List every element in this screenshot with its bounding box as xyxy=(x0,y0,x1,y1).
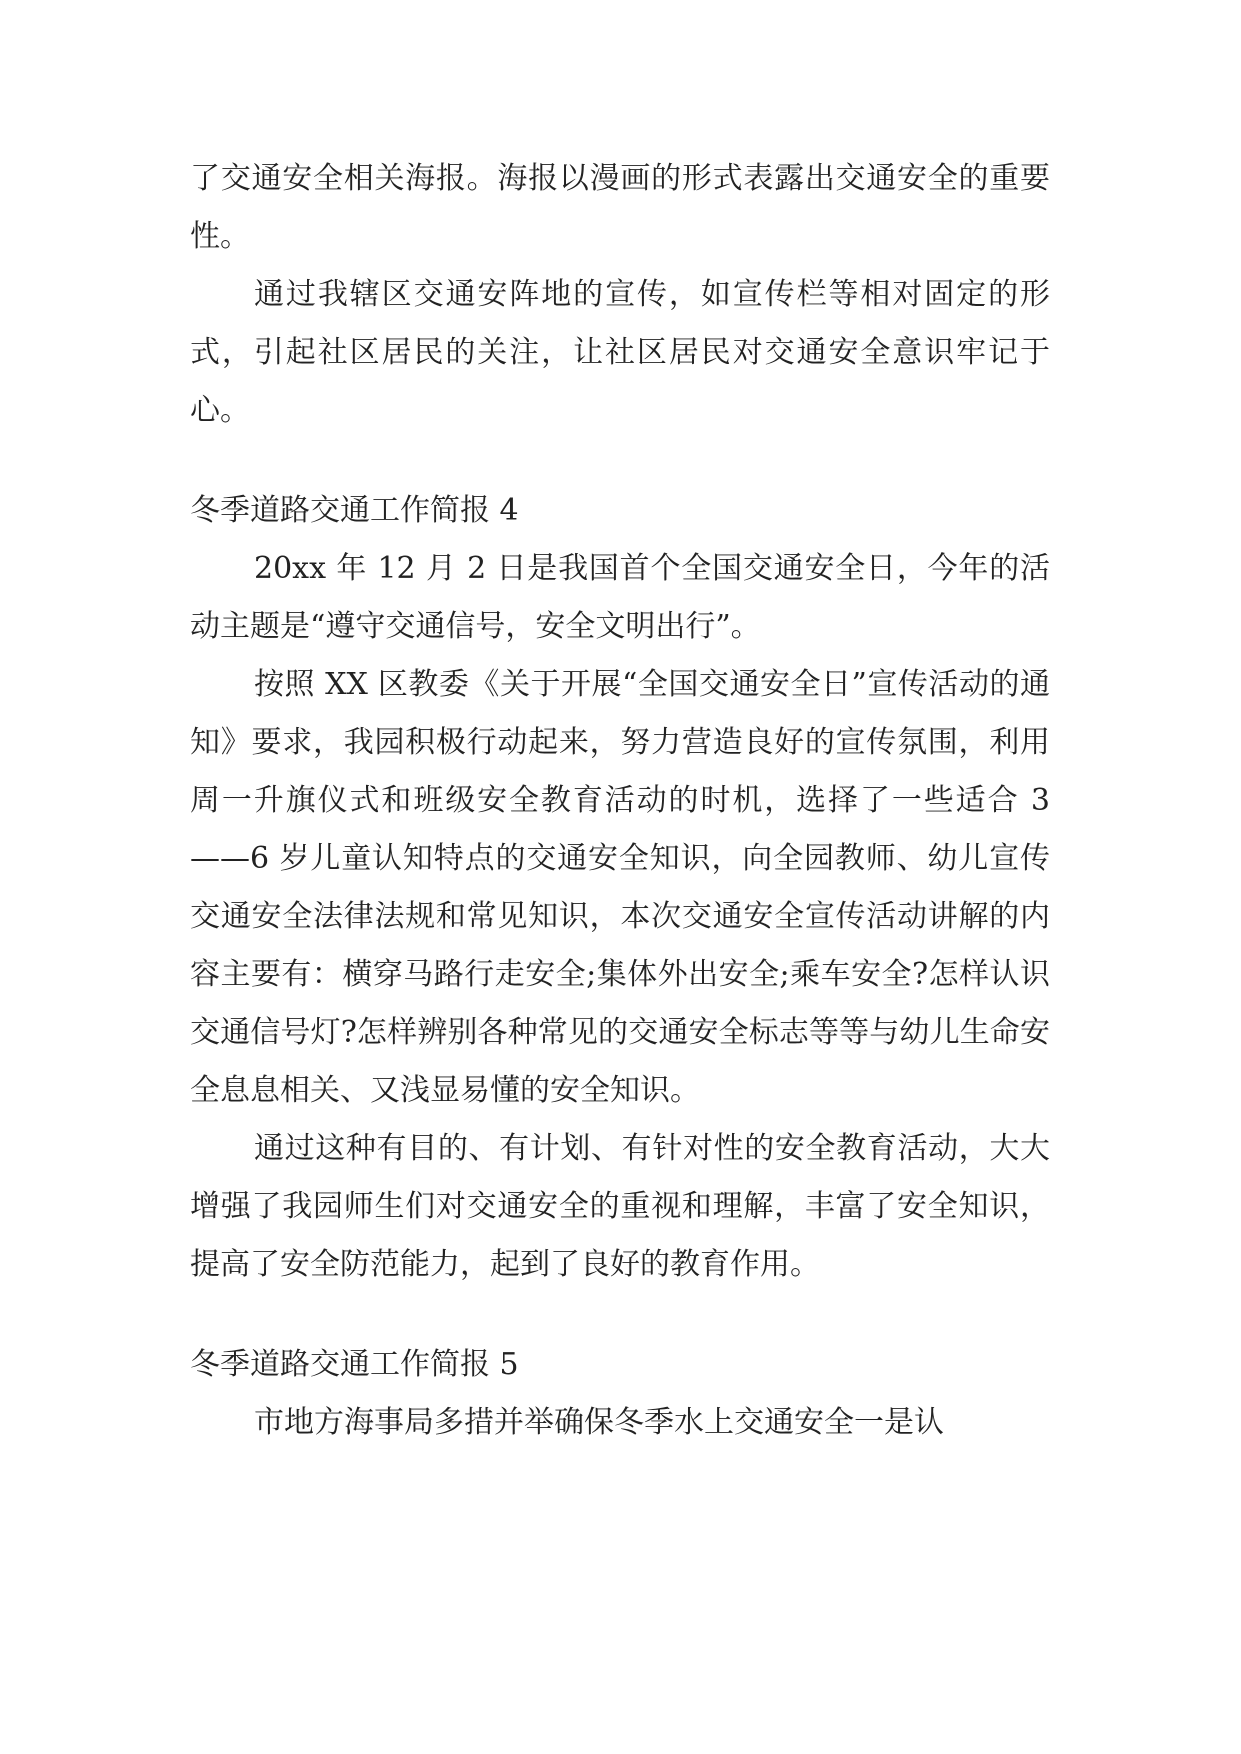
paragraph-notice: 按照 XX 区教委《关于开展“全国交通安全日”宣传活动的通知》要求，我园积极行动起来，努力营造良好的宣传氛围，利用周一升旗仪式和班级安全教育活动的时机，选择了一些适合 3——6 岁儿童认知特点的交通安全知识，向全园教师、幼儿宣传交通安全法律法规和常见知识，本次交通安全宣传活动讲解的内容主要有：横穿马路行走安全;集体外出安全;乘车安全?怎样认识交通信号灯?怎样辨别各种常见的交通安全标志等等与幼儿生命安全息息相关、又浅显易懂的安全知识。 xyxy=(190,667,1050,1108)
document-page xyxy=(190,150,1050,1452)
paragraph-poster: 了交通安全相关海报。海报以漫画的形式表露出交通安全的重要性。 xyxy=(190,161,1050,254)
section-heading-4: 冬季道路交通工作简报 4 xyxy=(190,493,519,528)
paragraph-maritime: 市地方海事局多措并举确保冬季水上交通安全一是认 xyxy=(254,1405,944,1440)
paragraph-education-result: 通过这种有目的、有计划、有针对性的安全教育活动，大大增强了我园师生们对交通安全的重视和理解，丰富了安全知识，提高了安全防范能力，起到了良好的教育作用。 xyxy=(190,1131,1050,1282)
section-heading-5: 冬季道路交通工作简报 5 xyxy=(190,1347,519,1382)
paragraph-community: 通过我辖区交通安阵地的宣传，如宣传栏等相对固定的形式，引起社区居民的关注，让社区居民对交通安全意识牢记于心。 xyxy=(190,277,1050,428)
paragraph-safety-day: 20xx 年 12 月 2 日是我国首个全国交通安全日，今年的活动主题是“遵守交通信号，安全文明出行”。 xyxy=(190,551,1050,644)
